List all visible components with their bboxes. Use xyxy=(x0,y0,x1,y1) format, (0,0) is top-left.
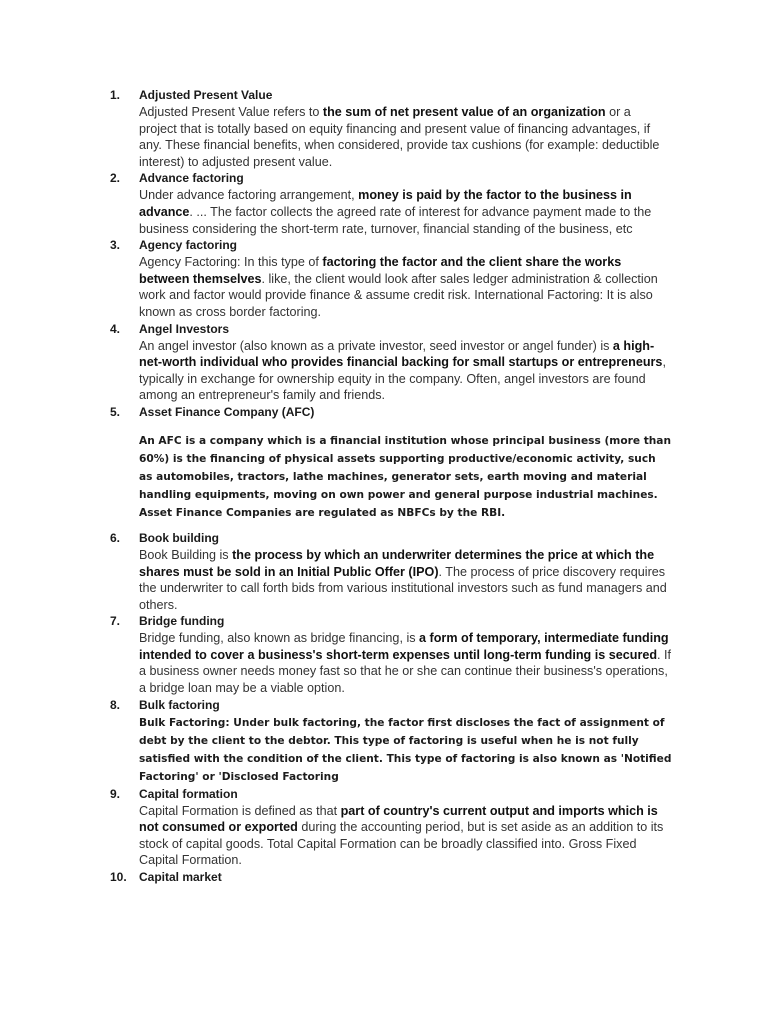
text-run: or a project that is totally based on equity financing and present value of financing advantages, if any. These financial benefits, when considered, provide tax cushions (for example: deductible interest) to adjusted present value. xyxy=(139,105,660,169)
term-description xyxy=(139,254,672,320)
list-item xyxy=(112,237,672,320)
item-number: 5. xyxy=(110,404,121,419)
term-heading: Book building xyxy=(139,530,219,545)
list-item xyxy=(112,697,672,786)
item-number: 9. xyxy=(110,786,121,801)
text-run: . If a business owner needs money fast so that he or she can continue their business's operations, a bridge loan may be a viable option. xyxy=(139,647,672,696)
bold-text-run: the process by which an underwriter determines the price at which the shares must be sold in an Initial Public Offer (IPO) xyxy=(139,547,655,579)
text-run: Under advance factoring arrangement, xyxy=(139,188,359,203)
list-item xyxy=(112,869,672,886)
term-heading: Capital market xyxy=(139,870,222,885)
term-heading: Adjusted Present Value xyxy=(139,88,273,102)
bold-text-run: money is paid by the factor to the business in advance xyxy=(139,188,632,219)
item-number: 2. xyxy=(110,171,121,186)
bold-text-run: factoring the factor and the client share the works between themselves xyxy=(139,255,622,286)
text-run: An AFC is a company which is a financial institution whose principal business (more than 60%) is the financing of physical assets supporting productive/economic activity, such as automobiles, tractors, lathe machines, generator sets, earth moving and material handling equipments, moving on own power and general purpose industrial machines. Asset Finance Companies are regulated as NBFCs by the RBI. xyxy=(139,434,671,519)
bold-text-run: a form of temporary, intermediate funding intended to cover a business's short-term expenses until long-term funding is secured xyxy=(139,631,669,662)
bold-text-run: a high-net-worth individual who provides financial backing for small startups or entrepreneurs xyxy=(139,338,663,370)
term-description xyxy=(139,714,672,786)
bold-text-run: the sum of net present value of an organization xyxy=(322,105,606,119)
list-item xyxy=(112,786,672,869)
item-number: 10. xyxy=(110,870,127,885)
list-item xyxy=(112,530,672,613)
term-description xyxy=(139,338,672,404)
text-run: Bulk Factoring: Under bulk factoring, the factor first discloses the fact of assignment of debt by the client to the debtor. This type of factoring is useful when he is not fully satisfied with the condition of the client. This type of factoring is also known as 'Notified Factoring' or 'Disclosed Factoring xyxy=(139,716,672,783)
term-heading: Angel Investors xyxy=(139,321,230,336)
glossary-list xyxy=(112,87,672,886)
term-description xyxy=(139,630,672,696)
list-item xyxy=(112,321,672,404)
item-number: 3. xyxy=(110,238,121,253)
term-heading: Bridge funding xyxy=(139,614,225,629)
term-description xyxy=(139,187,672,237)
text-run: Bridge funding, also known as bridge financing, is xyxy=(139,631,420,646)
list-item xyxy=(112,404,672,522)
text-run: Capital Formation is defined as that xyxy=(139,803,341,818)
item-number: 1. xyxy=(110,88,121,102)
text-run: . like, the client would look after sales ledger administration & collection work and factor would provide finance & assume credit risk. International Factoring: It is also known as cross border factoring. xyxy=(139,271,658,319)
text-run: . The process of price discovery requires the underwriter to call forth bids from various institutional investors such as fund managers and others. xyxy=(139,564,667,612)
term-heading: Capital formation xyxy=(139,786,238,801)
text-run: An angel investor (also known as a private investor, seed investor or angel funder) is xyxy=(139,338,613,353)
term-heading: Asset Finance Company (AFC) xyxy=(139,404,315,419)
text-run: Agency Factoring: In this type of xyxy=(139,255,323,270)
term-description xyxy=(139,104,672,170)
term-description xyxy=(139,803,672,869)
item-number: 6. xyxy=(110,530,121,545)
item-number: 4. xyxy=(110,321,121,336)
term-heading: Bulk factoring xyxy=(139,697,220,712)
list-item xyxy=(112,87,672,170)
item-number: 7. xyxy=(110,614,121,629)
text-run: . ... The factor collects the agreed rate of interest for advance payment made to the business considering the short-term rate, turnover, financial standing of the business, etc xyxy=(139,204,652,236)
list-item xyxy=(112,170,672,237)
term-description xyxy=(139,432,672,522)
list-item xyxy=(112,613,672,696)
text-run: Book Building is xyxy=(139,547,233,562)
bold-text-run: part of country's current output and imports which is not consumed or exported xyxy=(139,803,658,835)
term-description xyxy=(139,547,672,613)
term-heading: Advance factoring xyxy=(139,171,244,186)
text-run: , typically in exchange for ownership equity in the company. Often, angel investors are found among an entrepreneur's family and friends. xyxy=(139,355,666,403)
item-number: 8. xyxy=(110,697,121,712)
text-run: Adjusted Present Value refers to xyxy=(139,105,323,119)
term-heading: Agency factoring xyxy=(139,238,238,253)
text-run: during the accounting period, but is set aside as an addition to its stock of capital goods. Total Capital Formation can be broadly classified into. Gross Fixed Capital Formation. xyxy=(139,820,664,868)
